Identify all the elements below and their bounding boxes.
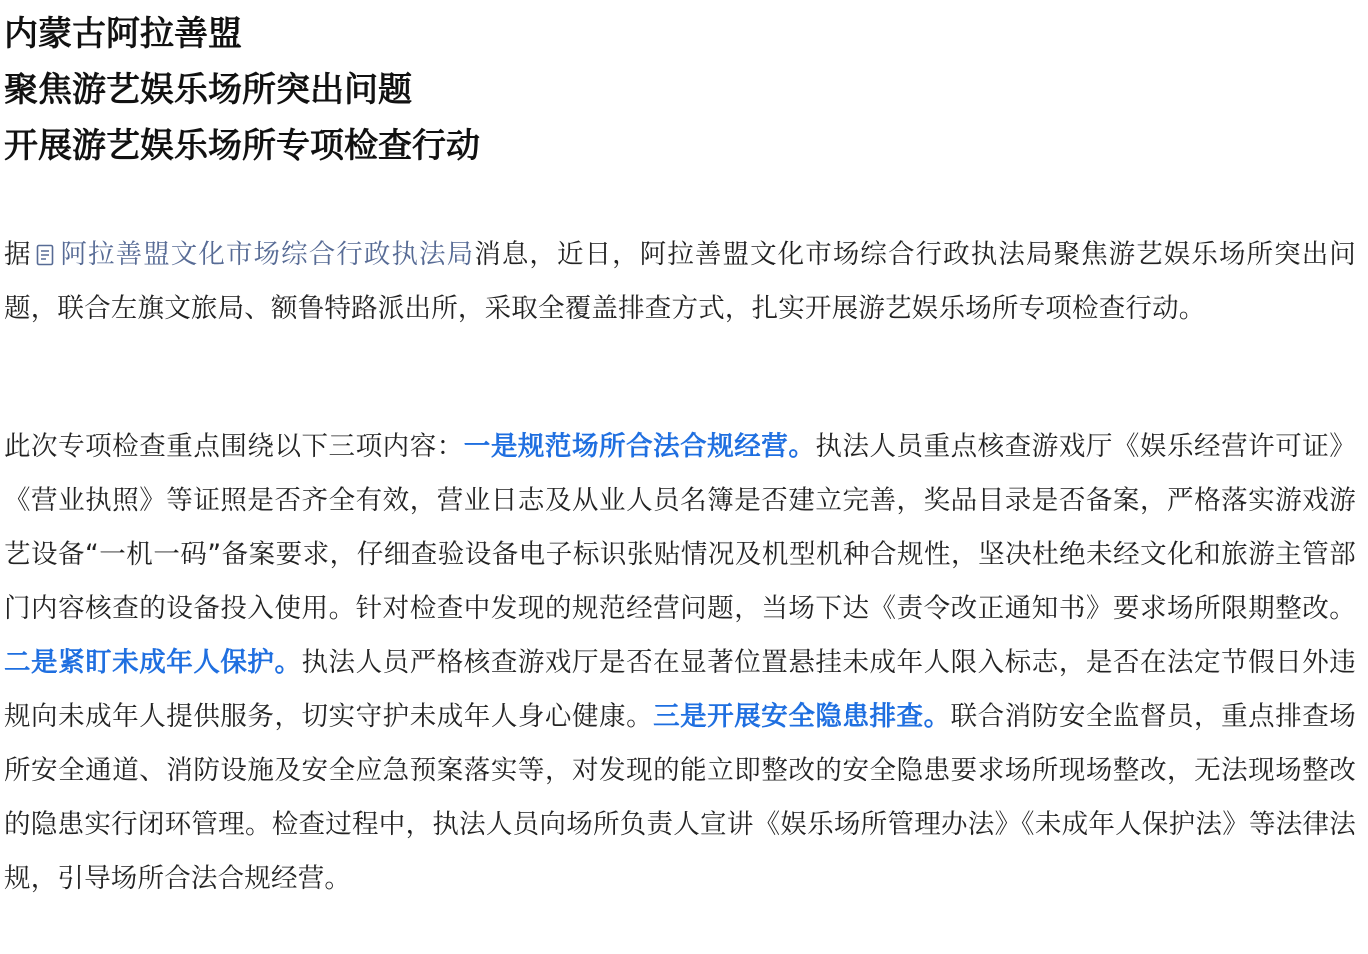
point-3-body: 联合消防安全监督员，重点排查场所安全通道、消防设施及安全应急预案落实等，对发现的能立即整改的安全隐患要求场所现场整改，无法现场整改的隐患实行闭环管理。检查过程中，执法人员向场所负责人宣讲《娱乐场所管理办法》《未成年人保护法》等法律法规，引导场所合法合规经营。 [4,701,1356,894]
article-headline [4,0,1356,174]
headline-line-3: 开展游艺娱乐场所专项检查行动 [4,126,480,166]
intro-body: 消息，近日，阿拉善盟文化市场综合行政执法局聚焦游艺娱乐场所突出问题，联合左旗文旅局、额鲁特路派出所，采取全覆盖排查方式，扎实开展游艺娱乐场所专项检查行动。 [4,239,1357,324]
source-prefix: 据 [4,239,32,270]
headline-line-1: 内蒙古阿拉善盟 [4,14,242,54]
point-3-title: 三是开展安全隐患排查。 [653,701,951,732]
article [4,0,1357,894]
source-account-link[interactable]: 阿拉善盟文化市场综合行政执法局 [59,239,475,270]
point-1-body: 执法人员重点核查游戏厅《娱乐经营许可证》《营业执照》等证照是否齐全有效，营业日志及从业人员名簿是否建立完善，奖品目录是否备案，严格落实游戏游艺设备“一机一码”备案要求，仔细查验设备电子标识张贴情况及机型机种合规性，坚决杜绝未经文化和旅游主管部门内容核查的设备投入使用。针对检查中发现的规范经营问题，当场下达《责令改正通知书》要求场所限期整改。 [4,431,1356,624]
paragraph-inspection [4,420,1356,906]
document-icon[interactable] [36,231,54,253]
headline-line-2: 聚焦游艺娱乐场所突出问题 [4,70,412,110]
inspection-intro: 此次专项检查重点围绕以下三项内容： [4,431,464,462]
paragraph-intro [4,228,1356,336]
point-1-title: 一是规范场所合法合规经营。 [463,431,816,462]
point-2-body: 执法人员严格核查游戏厅是否在显著位置悬挂未成年人限入标志，是否在法定节假日外违规向未成年人提供服务，切实守护未成年人身心健康。 [4,647,1356,732]
point-2-title: 二是紧盯未成年人保护。 [4,647,302,678]
